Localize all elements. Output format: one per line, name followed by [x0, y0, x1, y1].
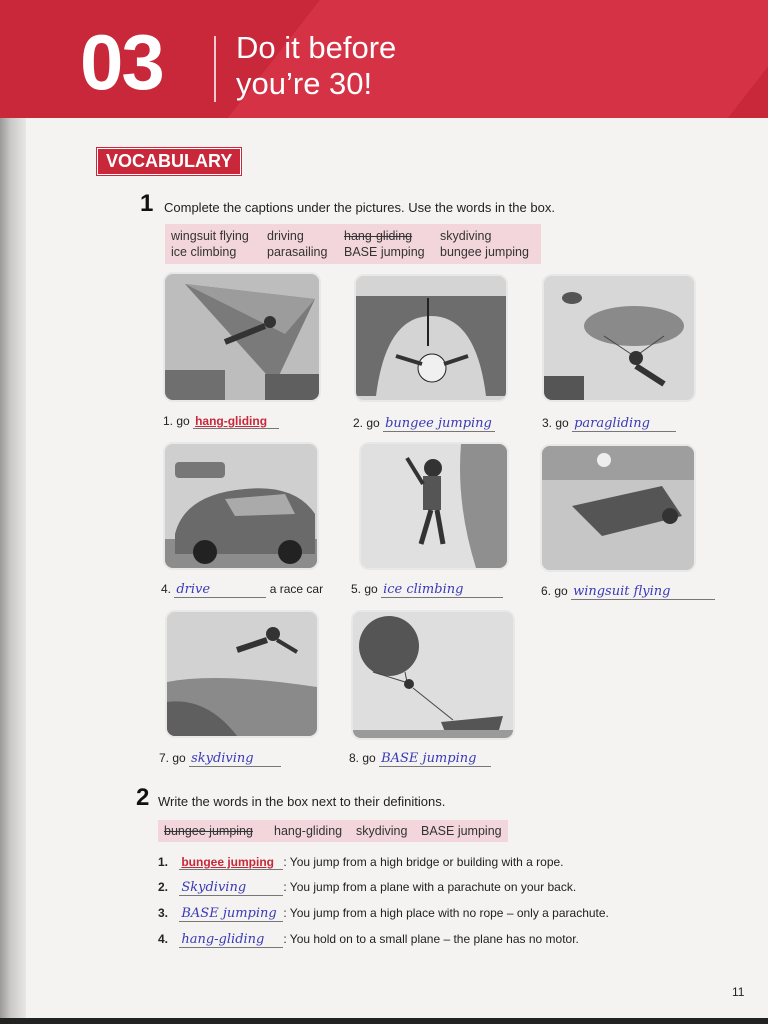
exercise1-word-box — [165, 224, 541, 264]
section-label: VOCABULARY — [97, 148, 241, 175]
definition-3-answer: BASE jumping — [179, 906, 283, 922]
caption-8-answer: BASE jumping — [379, 751, 491, 767]
caption-1: 1. go hang-gliding — [163, 414, 279, 429]
word-box-item: ice climbing — [171, 245, 237, 259]
caption-6: 6. go wingsuit flying — [541, 584, 715, 600]
definition-3: 3. BASE jumping : You jump from a high place with no rope – only a parachute. — [158, 906, 609, 921]
caption-5: 5. go ice climbing — [351, 582, 503, 598]
exercise1-instruction: Complete the captions under the pictures. Use the words in the box. — [164, 200, 555, 215]
exercise1-number: 1 — [140, 190, 154, 217]
caption-5-answer: ice climbing — [381, 582, 503, 598]
unit-title — [236, 30, 396, 102]
caption-3-answer: paragliding — [572, 416, 676, 432]
caption-2: 2. go bungee jumping — [353, 416, 495, 432]
exercise2-instruction: Write the words in the box next to their definitions. — [158, 794, 446, 809]
picture-bungee-jumping — [354, 274, 508, 402]
word-box-item: skydiving — [440, 229, 492, 243]
picture-race-car — [163, 442, 319, 570]
word-box-item: parasailing — [267, 245, 328, 259]
definition-2: 2. Skydiving : You jump from a plane with a parachute on your back. — [158, 880, 577, 895]
definition-1-answer: bungee jumping — [179, 855, 283, 870]
page-number: 11 — [732, 985, 745, 999]
unit-header — [0, 0, 768, 118]
picture-ice-climbing — [359, 442, 509, 570]
book-spine-shadow — [0, 0, 26, 1024]
word-box-item-crossed: bungee jumping — [164, 824, 253, 838]
picture-hang-gliding — [163, 272, 321, 402]
definition-2-answer: Skydiving — [179, 880, 283, 896]
word-box-item: driving — [267, 229, 304, 243]
unit-title-line1: Do it before — [236, 30, 397, 65]
caption-1-answer: hang-gliding — [193, 414, 279, 429]
caption-7: 7. go skydiving — [159, 751, 281, 767]
definition-1: 1. bungee jumping : You jump from a high bridge or building with a rope. — [158, 855, 564, 869]
caption-2-answer: bungee jumping — [383, 416, 495, 432]
caption-7-answer: skydiving — [189, 751, 281, 767]
unit-number: 03 — [80, 18, 163, 106]
caption-4: 4. drive a race car — [161, 582, 324, 597]
exercise2-number: 2 — [136, 784, 150, 811]
bottom-edge — [0, 1018, 768, 1024]
picture-skydiving — [165, 610, 319, 738]
picture-wingsuit-flying — [540, 444, 696, 572]
picture-paragliding — [542, 274, 696, 402]
word-box-item-crossed: hang-gliding — [344, 229, 413, 243]
header-divider — [214, 36, 216, 102]
word-box-item: hang-gliding — [274, 824, 343, 838]
caption-8: 8. go BASE jumping — [349, 751, 491, 767]
picture-parasailing — [351, 610, 515, 740]
caption-6-answer: wingsuit flying — [571, 584, 715, 600]
definition-4: 4. hang-gliding : You hold on to a small plane – the plane has no motor. — [158, 932, 579, 947]
word-box-item: skydiving — [356, 824, 408, 838]
definition-4-answer: hang-gliding — [179, 932, 283, 948]
caption-3: 3. go paragliding — [542, 416, 676, 432]
word-box-item: wingsuit flying — [171, 229, 249, 243]
unit-title-line2: you’re 30! — [236, 66, 373, 101]
caption-4-answer: drive — [174, 582, 266, 598]
exercise2-word-box — [158, 820, 508, 842]
word-box-item: bungee jumping — [440, 245, 529, 259]
word-box-item: BASE jumping — [344, 245, 425, 259]
word-box-item: BASE jumping — [421, 824, 502, 838]
